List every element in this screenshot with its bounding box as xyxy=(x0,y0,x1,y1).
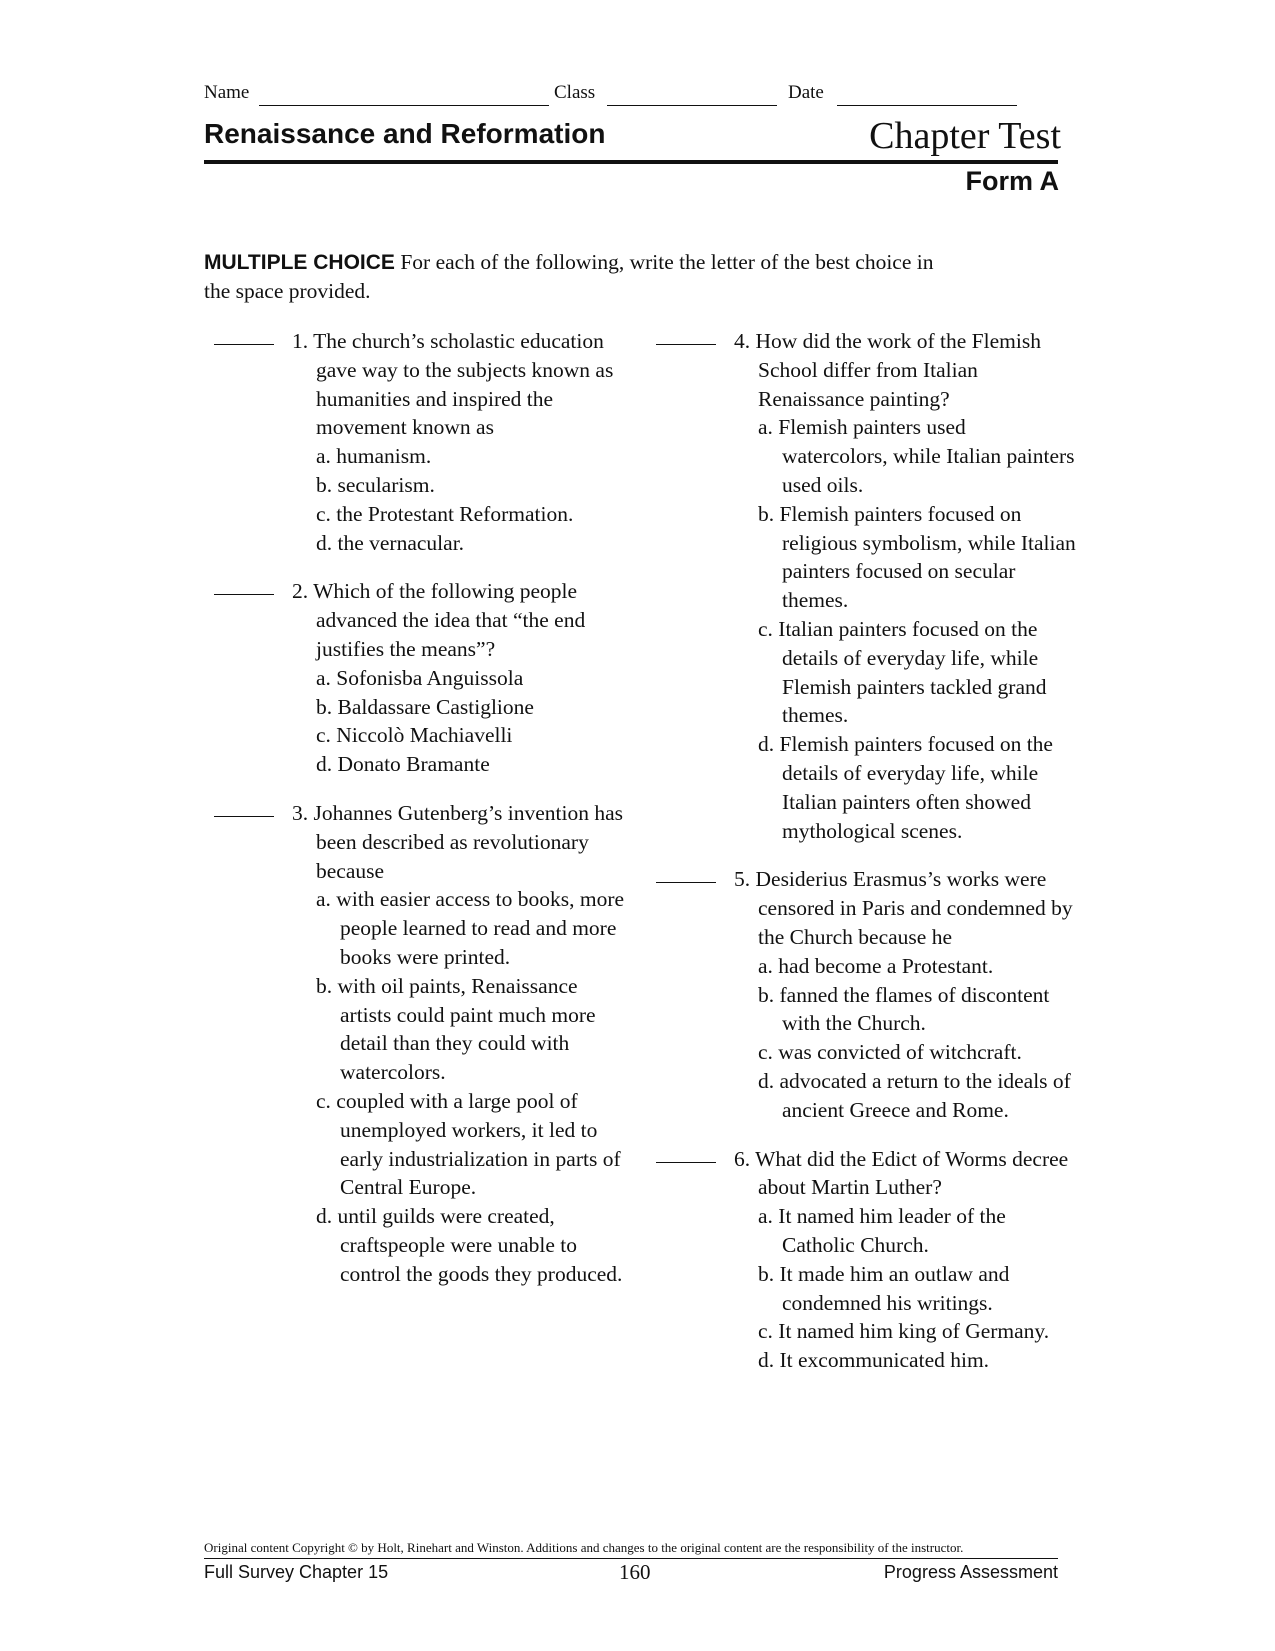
date-label: Date xyxy=(788,82,824,103)
question-column-left xyxy=(214,327,634,1309)
answer-blank-4[interactable] xyxy=(656,344,716,345)
answer-blank-5[interactable] xyxy=(656,882,716,883)
option-d: d. advocated a return to the ideals of ancient Greece and Rome. xyxy=(758,1068,1071,1122)
date-field[interactable] xyxy=(837,105,1017,106)
option-c: c. It named him king of Germany. xyxy=(758,1319,1050,1344)
question-3 xyxy=(214,799,634,1289)
footer-divider xyxy=(204,1558,1058,1559)
page-number: 160 xyxy=(619,1560,651,1584)
option-b: b. fanned the flames of discontent with the Church. xyxy=(758,982,1050,1036)
option-a: a. with easier access to books, more people learned to read and more books were printed. xyxy=(316,887,625,969)
form-label: Form A xyxy=(965,166,1059,196)
answer-blank-3[interactable] xyxy=(214,816,274,817)
option-b: b. secularism. xyxy=(316,472,435,497)
question-stem: 1. The church’s scholastic education gave way to the subjects known as humanities and inspired the movement known as xyxy=(292,329,614,440)
question-stem: 6. What did the Edict of Worms decree about Martin Luther? xyxy=(734,1146,1069,1200)
option-c: c. the Protestant Reformation. xyxy=(316,501,574,526)
question-stem: 5. Desiderius Erasmus’s works were censored in Paris and condemned by the Church because he xyxy=(734,867,1073,949)
option-b: b. with oil paints, Renaissance artists could paint much more detail than they could with watercolors. xyxy=(316,973,596,1085)
option-d: d. Donato Bramante xyxy=(316,752,490,777)
option-a: a. humanism. xyxy=(316,444,432,469)
question-4 xyxy=(656,327,1076,845)
answer-blank-1[interactable] xyxy=(214,344,274,345)
question-stem: 2. Which of the following people advanced the idea that “the end justifies the means”? xyxy=(292,579,586,661)
copyright-notice: Original content Copyright © by Holt, Rinehart and Winston. Additions and changes to the original content are the responsibility of the instructor. xyxy=(204,1540,964,1555)
option-a: a. had become a Protestant. xyxy=(758,953,994,978)
title-divider xyxy=(204,160,1058,164)
instructions xyxy=(204,248,964,306)
question-2 xyxy=(214,577,634,779)
page-title: Renaissance and Reformation xyxy=(204,118,606,149)
class-label: Class xyxy=(554,82,596,103)
answer-blank-2[interactable] xyxy=(214,594,274,595)
option-b: b. Baldassare Castiglione xyxy=(316,694,534,719)
option-b: b. Flemish painters focused on religious symbolism, while Italian painters focused on secular themes. xyxy=(758,501,1076,613)
doc-type: Chapter Test xyxy=(869,115,1061,157)
option-c: c. Italian painters focused on the details of everyday life, while Flemish painters tackled grand themes. xyxy=(758,616,1047,728)
question-stem: 4. How did the work of the Flemish School differ from Italian Renaissance painting? xyxy=(734,329,1041,411)
option-b: b. It made him an outlaw and condemned his writings. xyxy=(758,1261,1010,1315)
question-stem: 3. Johannes Gutenberg’s invention has been described as revolutionary because xyxy=(292,800,624,883)
option-a: a. Sofonisba Anguissola xyxy=(316,665,524,690)
name-label: Name xyxy=(204,82,250,103)
question-5 xyxy=(656,865,1076,1124)
name-field[interactable] xyxy=(259,105,549,106)
footer-chapter: Full Survey Chapter 15 xyxy=(204,1562,389,1582)
instructions-lead: MULTIPLE CHOICE xyxy=(204,251,395,274)
option-d: d. until guilds were created, craftspeople were unable to control the goods they produced. xyxy=(316,1204,623,1286)
class-field[interactable] xyxy=(607,105,777,106)
option-d: d. Flemish painters focused on the details of everyday life, while Italian painters often showed mythological scenes. xyxy=(758,732,1053,843)
question-1 xyxy=(214,327,634,557)
instructions-text: For each of the following, write the letter of the best choice in the space provided. xyxy=(204,250,934,303)
question-6 xyxy=(656,1145,1076,1375)
question-column-right xyxy=(656,327,1076,1395)
answer-blank-6[interactable] xyxy=(656,1162,716,1163)
option-c: c. Niccolò Machiavelli xyxy=(316,723,513,748)
option-d: d. It excommunicated him. xyxy=(758,1348,990,1373)
option-a: a. It named him leader of the Catholic Church. xyxy=(758,1204,1006,1257)
option-a: a. Flemish painters used watercolors, while Italian painters used oils. xyxy=(758,415,1075,497)
footer-section: Progress Assessment xyxy=(883,1562,1058,1582)
option-d: d. the vernacular. xyxy=(316,530,465,555)
option-c: c. coupled with a large pool of unemployed workers, it led to early industrialization in parts of Central Europe. xyxy=(316,1088,621,1200)
option-c: c. was convicted of witchcraft. xyxy=(758,1040,1022,1065)
footer xyxy=(204,1560,1058,1584)
student-info-row xyxy=(204,82,1057,108)
